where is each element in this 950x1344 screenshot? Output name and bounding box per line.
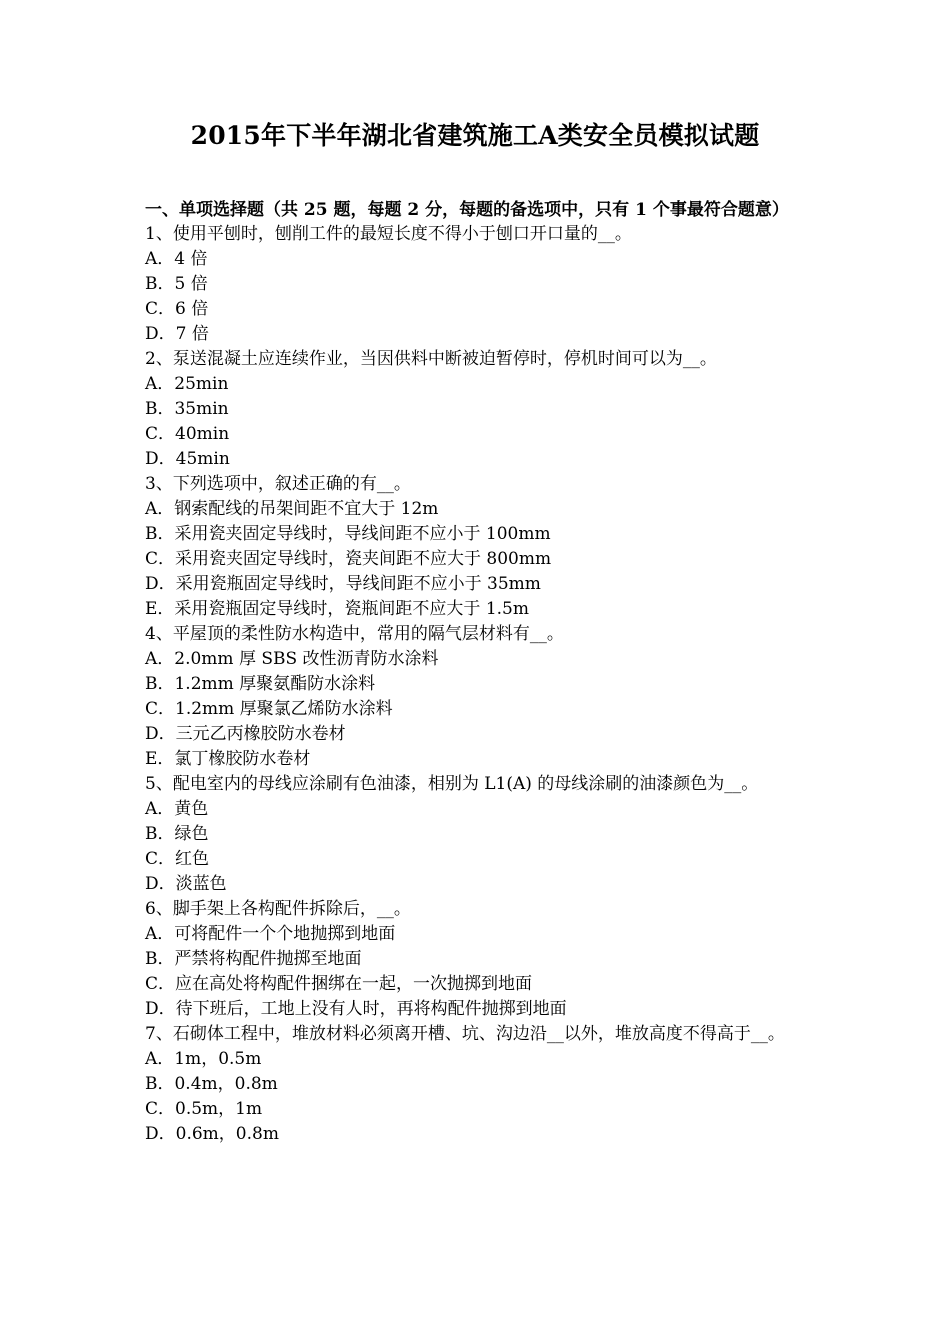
option-e: E．氯丁橡胶防水卷材 bbox=[145, 749, 311, 769]
question-4 bbox=[145, 622, 810, 772]
option-b: B．35min bbox=[145, 399, 229, 419]
document-body bbox=[145, 198, 810, 1147]
question-text: 7、石砌体工程中，堆放材料必须离开槽、坑、沟边沿__以外，堆放高度不得高于__。 bbox=[145, 1024, 785, 1044]
option-c: C．6 倍 bbox=[145, 299, 209, 319]
document-title: 2015年下半年湖北省建筑施工A类安全员模拟试题 bbox=[190, 121, 760, 150]
question-1 bbox=[145, 222, 810, 347]
option-d: D．45min bbox=[145, 449, 230, 469]
option-e: E．采用瓷瓶固定导线时，瓷瓶间距不应大于 1.5m bbox=[145, 599, 529, 619]
option-d: D．三元乙丙橡胶防水卷材 bbox=[145, 724, 346, 744]
question-text: 3、下列选项中，叙述正确的有__。 bbox=[145, 474, 411, 494]
option-a: A．钢索配线的吊架间距不宜大于 12m bbox=[145, 499, 439, 519]
question-text: 6、脚手架上各构配件拆除后，__。 bbox=[145, 899, 411, 919]
option-a: A．2.0mm 厚 SBS 改性沥青防水涂料 bbox=[145, 649, 439, 669]
option-c: C．40min bbox=[145, 424, 230, 444]
option-c: C．应在高处将构配件捆绑在一起，一次抛掷到地面 bbox=[145, 974, 533, 994]
question-text: 1、使用平刨时，刨削工件的最短长度不得小于刨口开口量的__。 bbox=[145, 224, 632, 244]
question-3 bbox=[145, 472, 810, 622]
option-c: C．红色 bbox=[145, 849, 210, 869]
option-b: B．严禁将构配件抛掷至地面 bbox=[145, 949, 362, 969]
question-5 bbox=[145, 772, 810, 897]
option-a: A．黄色 bbox=[145, 799, 209, 819]
option-d: D．待下班后，工地上没有人时，再将构配件抛掷到地面 bbox=[145, 999, 567, 1019]
option-a: A．可将配件一个个地抛掷到地面 bbox=[145, 924, 396, 944]
option-c: C．0.5m，1m bbox=[145, 1099, 263, 1119]
question-2 bbox=[145, 347, 810, 472]
question-text: 4、平屋顶的柔性防水构造中，常用的隔气层材料有__。 bbox=[145, 624, 564, 644]
option-b: B．绿色 bbox=[145, 824, 209, 844]
option-d: D．7 倍 bbox=[145, 324, 209, 344]
section-header: 一、单项选择题（共 25 题，每题 2 分，每题的备选项中，只有 1 个事最符合题意） bbox=[145, 200, 789, 220]
option-a: A．25min bbox=[145, 374, 229, 394]
option-b: B．1.2mm 厚聚氨酯防水涂料 bbox=[145, 674, 376, 694]
question-text: 5、配电室内的母线应涂刷有色油漆，相别为 L1(A) 的母线涂刷的油漆颜色为__。 bbox=[145, 774, 759, 794]
option-b: B．采用瓷夹固定导线时，导线间距不应小于 100mm bbox=[145, 524, 551, 544]
option-c: C．1.2mm 厚聚氯乙烯防水涂料 bbox=[145, 699, 393, 719]
question-6 bbox=[145, 897, 810, 1022]
option-d: D．0.6m，0.8m bbox=[145, 1124, 279, 1144]
option-c: C．采用瓷夹固定导线时，瓷夹间距不应大于 800mm bbox=[145, 549, 552, 569]
option-a: A．4 倍 bbox=[145, 249, 208, 269]
question-text: 2、泵送混凝土应连续作业，当因供料中断被迫暂停时，停机时间可以为__。 bbox=[145, 349, 717, 369]
option-d: D．采用瓷瓶固定导线时，导线间距不应小于 35mm bbox=[145, 574, 541, 594]
option-a: A．1m，0.5m bbox=[145, 1049, 262, 1069]
question-7 bbox=[145, 1022, 810, 1147]
option-d: D．淡蓝色 bbox=[145, 874, 227, 894]
option-b: B．5 倍 bbox=[145, 274, 208, 294]
option-b: B．0.4m，0.8m bbox=[145, 1074, 278, 1094]
